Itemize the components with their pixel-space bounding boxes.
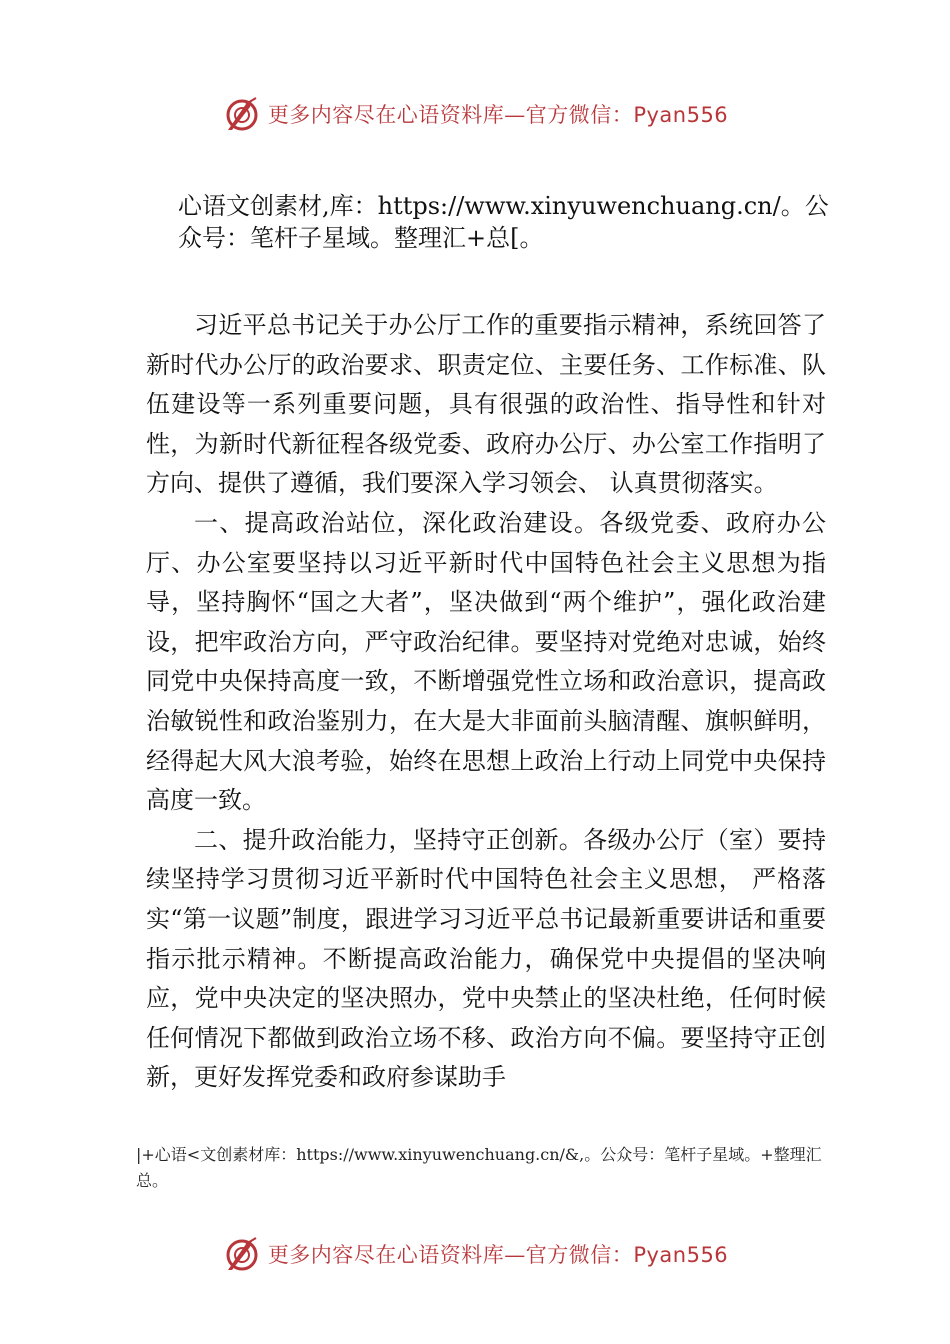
paragraph-section-2: 二、提升政治能力，坚持守正创新。各级办公厅（室）要持续坚持学习贯彻习近平新时代中国特色社会主义思想， 严格落实“第一议题”制度，跟进学习习近平总书记最新重要讲话和重要指示批示精神。不断提高政治能力，确保党中央提倡的坚决响应，党中央决定的坚决照办，党中央禁止的坚决杜绝，任何时候任何情况下都做到政治立场不移、政治方向不偏。要坚持守正创新，更好发挥党委和政府参谋助手 — [146, 825, 826, 1092]
top-watermark-banner — [0, 92, 950, 136]
wechat-id: Pyan556 — [633, 103, 729, 127]
footer-note: |+心语<文创素材库：https://www.xinyuwenchuang.cn/&,。公众号：笔杆子星域。+整理汇总。 — [136, 1145, 822, 1190]
banner-text: 更多内容尽在心语资料库—官方微信：Pyan556 — [267, 1243, 729, 1267]
pen-logo-icon — [222, 1234, 262, 1274]
paragraph-intro: 习近平总书记关于办公厅工作的重要指示精神，系统回答了新时代办公厅的政治要求、职责定位、主要任务、工作标准、队伍建设等一系列重要问题，具有很强的政治性、指导性和针对性，为新时代新征程各级党委、政府办公厅、办公室工作指明了方向、提供了遵循，我们要深入学习领会、 认真贯彻落实。 — [146, 311, 826, 498]
banner-text: 更多内容尽在心语资料库—官方微信：Pyan556 — [267, 103, 729, 127]
pen-logo-icon — [222, 94, 262, 134]
paragraph-section-1: 一、提高政治站位，深化政治建设。各级党委、政府办公厅、办公室要坚持以习近平新时代中国特色社会主义思想为指导，坚持胸怀“国之大者”，坚决做到“两个维护”，强化政治建设，把牢政治方向，严守政治纪律。要坚持对党绝对忠诚，始终同党中央保持高度一致，不断增强党性立场和政治意识，提高政治敏锐性和政治鉴别力，在大是大非面前头脑清醒、旗帜鲜明，经得起大风大浪考验，始终在思想上政治上行动上同党中央保持高度一致。 — [146, 508, 826, 815]
wechat-id: Pyan556 — [633, 1243, 729, 1267]
bottom-watermark-banner — [0, 1232, 950, 1276]
document-body — [146, 306, 826, 1098]
header-note: 心语文创素材,库：https://www.xinyuwenchuang.cn/。公众号：笔杆子星域。整理汇+总[。 — [178, 192, 829, 252]
